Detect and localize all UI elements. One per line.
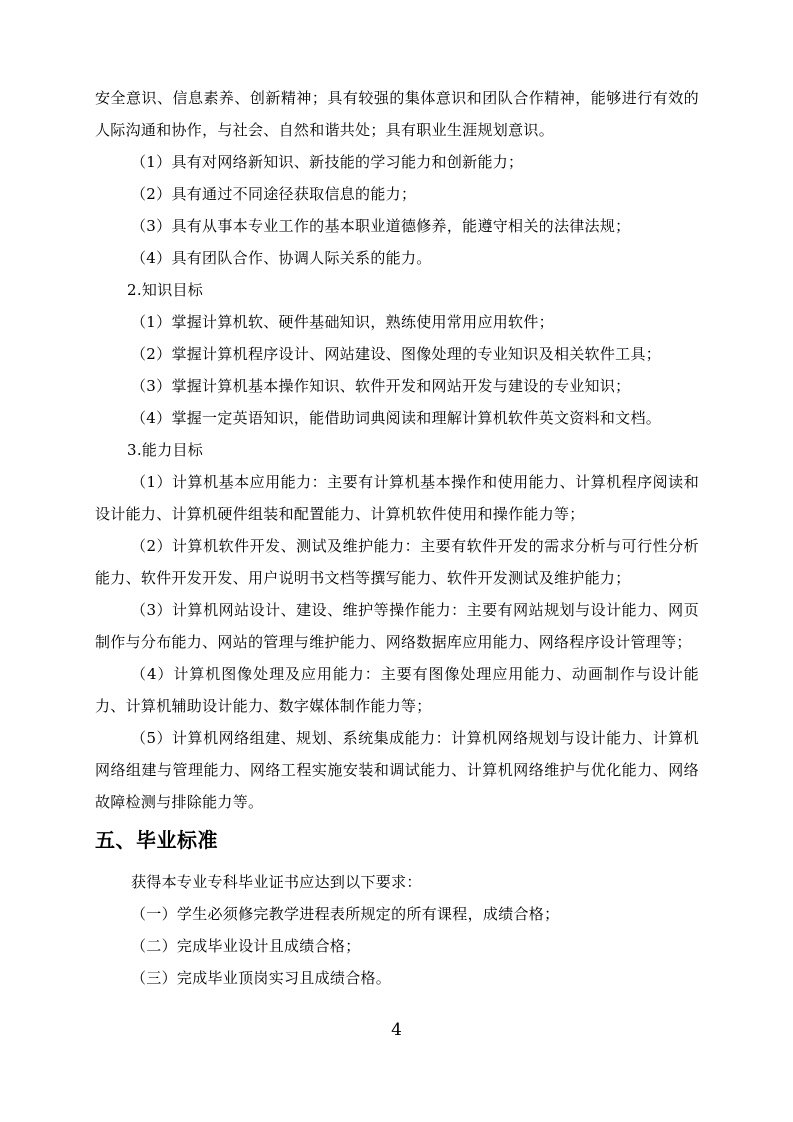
knowledge-item: （4）掌握一定英语知识，能借助词典阅读和理解计算机软件英文资料和文档。: [131, 409, 662, 427]
graduation-requirement: （三）完成毕业顶岗实习且成绩合格。: [131, 969, 392, 987]
section-heading-graduation-standards: 五、毕业标准: [95, 828, 218, 852]
ability-item: （3）计算机网站设计、建设、维护等操作能力：主要有网站规划与设计能力、网页制作与分布能力、网站的管理与维护能力、网络数据库应用能力、网络程序设计管理等；: [95, 601, 699, 651]
quality-item: （1）具有对网络新知识、新技能的学习能力和创新能力；: [131, 153, 524, 171]
ability-item: （4）计算机图像处理及应用能力：主要有图像处理应用能力、动画制作与设计能力、计算机辅助设计能力、数字媒体制作能力等；: [95, 665, 699, 715]
document-body: [95, 82, 699, 994]
knowledge-item: （3）掌握计算机基本操作知识、软件开发和网站开发与建设的专业知识；: [131, 377, 631, 395]
quality-item: （4）具有团队合作、协调人际关系的能力。: [131, 249, 432, 267]
knowledge-goals-heading: 2.知识目标: [127, 281, 204, 299]
graduation-requirement: （二）完成毕业设计且成绩合格；: [131, 937, 361, 955]
knowledge-item: （1）掌握计算机软、硬件基础知识，熟练使用常用应用软件；: [131, 313, 554, 331]
graduation-requirement: （一）学生必须修完教学进程表所规定的所有课程，成绩合格；: [131, 905, 560, 923]
ability-item: （5）计算机网络组建、规划、系统集成能力：计算机网络规划与设计能力、计算机网络组建与管理能力、网络工程实施安装和调试能力、计算机网络维护与优化能力、网络故障检测与排除能力等。: [95, 729, 699, 811]
ability-item: （2）计算机软件开发、测试及维护能力：主要有软件开发的需求分析与可行性分析能力、软件开发开发、用户说明书文档等撰写能力、软件开发测试及维护能力；: [95, 537, 699, 587]
ability-goals-heading: 3.能力目标: [127, 441, 204, 459]
page-number: 4: [391, 1020, 402, 1040]
knowledge-item: （2）掌握计算机程序设计、网站建设、图像处理的专业知识及相关软件工具；: [131, 345, 662, 363]
intro-paragraph: 安全意识、信息素养、创新精神；具有较强的集体意识和团队合作精神，能够进行有效的人际沟通和协作，与社会、自然和谐共处；具有职业生涯规划意识。: [95, 89, 699, 139]
quality-item: （2）具有通过不同途径获取信息的能力；: [131, 185, 417, 203]
quality-item: （3）具有从事本专业工作的基本职业道德修养，能遵守相关的法律法规；: [131, 217, 631, 235]
graduation-intro: 获得本专业专科毕业证书应达到以下要求：: [131, 873, 422, 891]
ability-item: （1）计算机基本应用能力：主要有计算机基本操作和使用能力、计算机程序阅读和设计能力、计算机硬件组装和配置能力、计算机软件使用和操作能力等；: [95, 473, 699, 523]
